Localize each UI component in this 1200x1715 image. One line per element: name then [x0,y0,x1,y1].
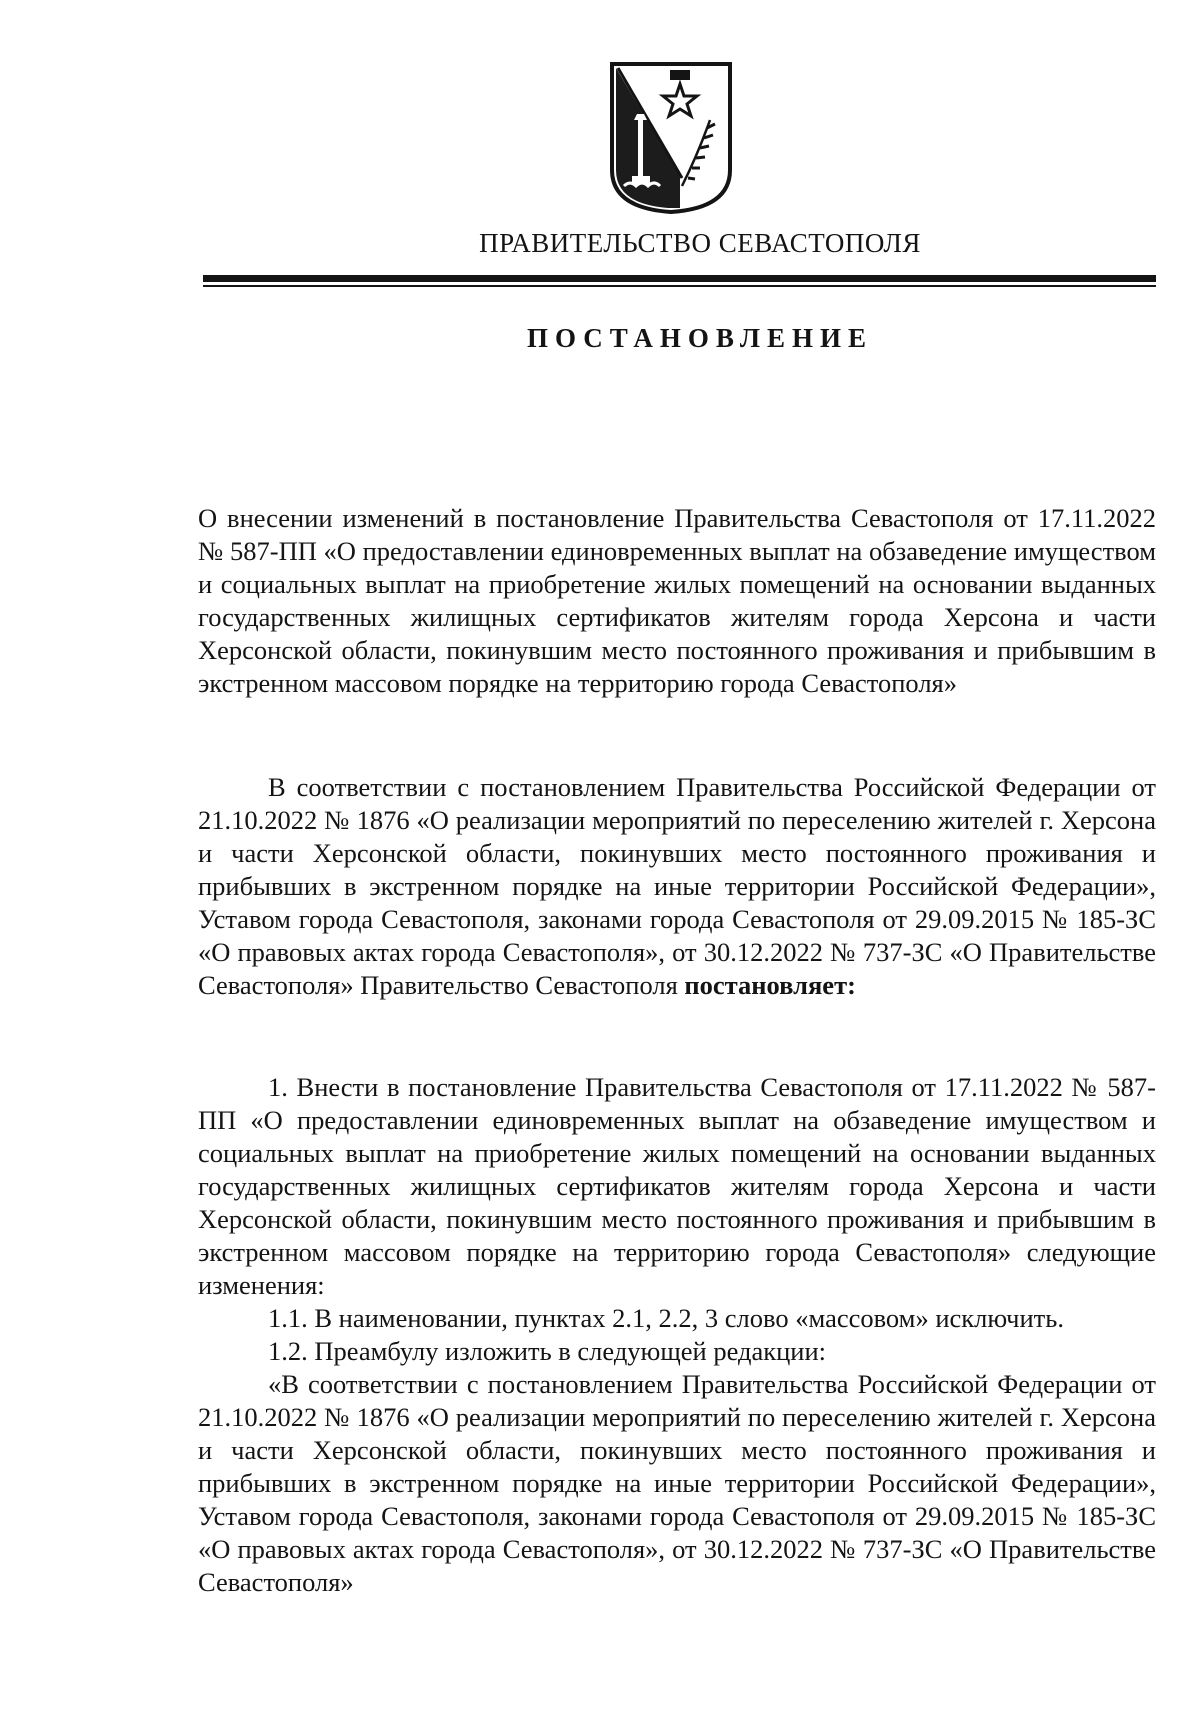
decree-item-1-2: 1.2. Преамбулу изложить в следующей редакции: [268,1336,827,1366]
decree-item-1-1: 1.1. В наименовании, пунктах 2.1, 2.2, 3 слово «массовом» исключить. [268,1303,1064,1333]
decree-item-1: 1. Внести в постановление Правительства Севастополя от 17.11.2022 № 587-ПП «О предоставлении единовременных выплат на обзаведение имуществом и социальных выплат на приобретение жилых помещений на основании выданных государственных жилищных сертификатов жителям города Херсона и части Херсонской области, покинувшим место постоянного проживания и прибывшим в экстренном массовом порядке на территорию города Севастополя» следующие изменения: [198,1072,1156,1300]
decree-items [198,1071,1156,1599]
preamble-text: В соответствии с постановлением Правительства Российской Федерации от 21.10.2022 № 1876 «О реализации мероприятий по переселению жителей г. Херсона и части Херсонской области, покинувших место постоянного проживания и прибывших в экстренном порядке на иные территории Российской Федерации», Уставом города Севастополя, законами города Севастополя от 29.09.2015 № 185-ЗС «О правовых актах города Севастополя», от 30.12.2022 № 737-ЗС «О Правительстве Севастополя» Правительство Севастополя [198,772,1156,1000]
preamble-paragraph [198,771,1156,1002]
document-subject [198,502,1156,700]
new-preamble-text: «В соответствии с постановлением Правительства Российской Федерации от 21.10.2022 № 1876 «О реализации мероприятий по переселению жителей г. Херсона и части Херсонской области, покинувших место постоянного проживания и прибывших в экстренном порядке на иные территории Российской Федерации», Уставом города Севастополя, законами города Севастополя от 29.09.2015 № 185-ЗС «О правовых актах города Севастополя», от 30.12.2022 № 737-ЗС «О Правительстве Севастополя» [198,1369,1156,1597]
document-type-heading: ПОСТАНОВЛЕНИЕ [526,323,874,353]
header-divider-thin [203,285,1156,287]
decision-word: постановляет: [684,970,856,1000]
subject-text: О внесении изменений в постановление Правительства Севастополя от 17.11.2022 № 587-ПП «О предоставлении единовременных выплат на обзаведение имуществом и социальных выплат на приобретение жилых помещений на основании выданных государственных жилищных сертификатов жителям города Херсона и части Херсонской области, покинувшим место постоянного проживания и прибывшим в экстренном массовом порядке на территорию города Севастополя» [198,503,1156,698]
coat-of-arms-icon [606,58,736,216]
government-name: ПРАВИТЕЛЬСТВО СЕВАСТОПОЛЯ [479,228,921,258]
header-divider-thick [203,275,1156,282]
